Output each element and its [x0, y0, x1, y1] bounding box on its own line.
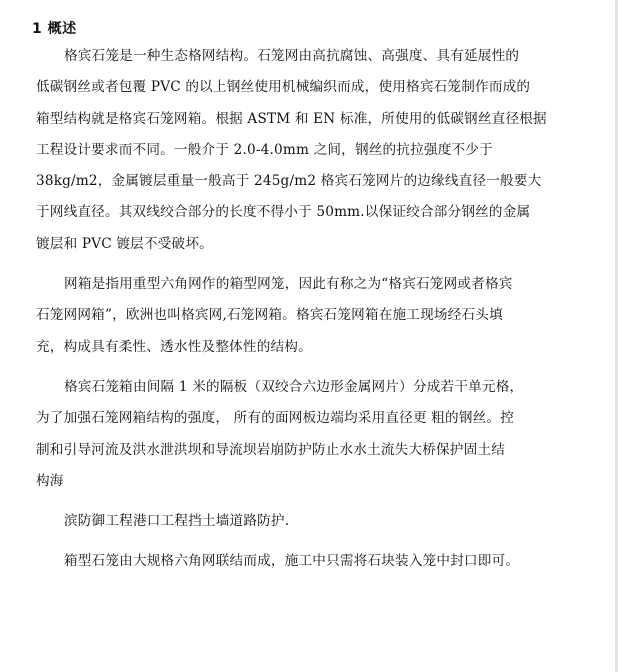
text-line: 构海 — [36, 472, 64, 489]
text-line: 充，构成具有柔性、透水性及整体性的结构。 — [36, 338, 312, 355]
text-line: 制和引导河流及洪水泄洪坝和导流坝岩崩防护防止水水土流失大桥保护固土结 — [36, 441, 505, 458]
section-heading: 1 概述 — [32, 21, 77, 37]
text-line: 箱型结构就是格宾石笼网箱。根据 ASTM 和 EN 标准，所使用的低碳钢丝直径根据 — [36, 110, 547, 127]
text-line: 工程设计要求而不同。一般介于 2.0-4.0mm 之间，钢丝的抗拉强度不少于 — [36, 141, 493, 158]
paragraph-construction — [36, 546, 586, 577]
paragraph-gabion-box — [36, 269, 586, 363]
text-line: 滨防御工程港口工程挡土墙道路防护. — [64, 513, 290, 530]
text-line: 格宾石笼箱由间隔 1 米的隔板（双绞合六边形金属网片）分成若干单元格， — [64, 378, 524, 395]
document-body — [36, 41, 586, 578]
text-line: 38kg/m2，金属镀层重量一般高于 245g/m2 格宾石笼网片的边缘线直径一般要大 — [36, 173, 542, 190]
text-line: 格宾石笼是一种生态格网结构。石笼网由高抗腐蚀、高强度、具有延展性的 — [64, 48, 520, 64]
text-line: 箱型石笼由大规格六角网联结而成，施工中只需将石块装入笼中封口即可。 — [64, 553, 520, 570]
text-line: 镀层和 PVC 镀层不受破坏。 — [36, 235, 213, 252]
paragraph-structure — [36, 372, 586, 497]
text-line: 石笼网网箱”，欧洲也叫格宾网,石笼网箱。格宾石笼网箱在施工现场经石头填 — [36, 307, 503, 324]
text-line: 低碳钢丝或者包覆 PVC 的以上钢丝使用机械编织而成，使用格宾石笼制作而成的 — [36, 79, 531, 96]
text-line: 网箱是指用重型六角网作的箱型网笼，因此有称之为“格宾石笼网或者格宾 — [64, 276, 513, 293]
text-line: 为了加强石笼网箱结构的强度， 所有的面网板边端均采用直径更 粗的钢丝。控 — [36, 410, 515, 427]
paragraph-overview — [36, 41, 586, 260]
text-line: 于网线直径。其双线绞合部分的长度不得小于 50mm.以保证绞合部分钢丝的金属 — [36, 204, 531, 221]
paragraph-applications — [36, 506, 586, 537]
